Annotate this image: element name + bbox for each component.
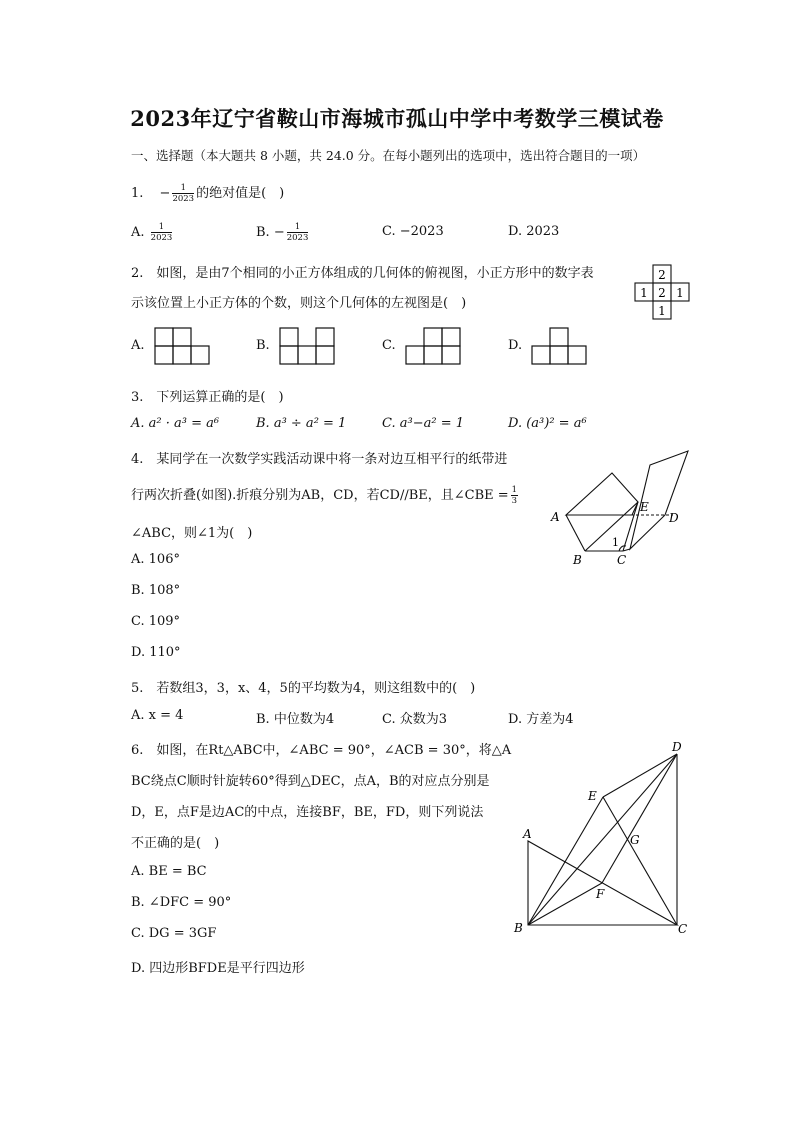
q4-option-d: D. 110° — [131, 645, 181, 660]
q1-option-d: D. 2023 — [508, 224, 560, 239]
q2-option-a-label: A. — [131, 338, 145, 353]
q6-label-f: F — [596, 887, 605, 901]
q6-label-c: C — [678, 922, 688, 936]
q4-label-b: B — [573, 553, 582, 567]
q2-top-view-figure — [634, 264, 694, 320]
grid-number-center: 2 — [658, 286, 666, 300]
q5-option-c: C. 众数为3 — [382, 712, 448, 727]
q6-label-e: E — [588, 789, 597, 803]
q4-line-1: 4. 某同学在一次数学实践活动课中将一条对边互相平行的纸带进 — [131, 452, 508, 467]
q6-option-c: C. DG = 3GF — [131, 926, 217, 941]
q6-label-d: D — [672, 740, 682, 754]
q3-option-b: B. a³ ÷ a² = 1 — [256, 416, 347, 431]
q3-option-d: D. (a³)² = a⁶ — [508, 416, 587, 431]
q4-line-2: 行两次折叠(如图).折痕分别为AB，CD，若CD//BE，且∠CBE = $\frac{1}{3}$ — [131, 485, 518, 506]
q2-option-c-label: C. — [382, 338, 396, 353]
page-title: 2023年辽宁省鞍山市海城市孤山中学中考数学三模试卷 — [130, 106, 664, 131]
q1-option-c: C. −2023 — [382, 224, 444, 239]
q5-stem: 5. 若数组3，3，x、4，5的平均数为4，则这组数中的( ) — [131, 681, 476, 696]
q4-option-c: C. 109° — [131, 614, 181, 629]
q2-option-b-figure — [278, 326, 338, 366]
q2-option-b-label: B. — [256, 338, 270, 353]
grid-number-bottom: 1 — [658, 304, 666, 318]
q4-label-d: D — [669, 511, 679, 525]
q1-fraction: $\frac{1}{2023}$ — [172, 183, 195, 204]
q2-line-2: 示该位置上小正方体的个数，则这个几何体的左视图是( ) — [131, 296, 467, 311]
q6-option-a: A. BE = BC — [131, 864, 207, 879]
q6-option-b: B. ∠DFC = 90° — [131, 895, 232, 910]
q6-label-g: G — [630, 833, 640, 847]
q6-label-a: A — [523, 827, 532, 841]
q4-label-e: E — [640, 500, 649, 514]
grid-number-top: 2 — [658, 268, 666, 282]
q6-rotation-figure — [510, 738, 690, 938]
q2-option-a-figure — [153, 326, 213, 366]
q5-option-b: B. 中位数为4 — [256, 712, 335, 727]
grid-number-right: 1 — [676, 286, 684, 300]
q1-number: 1. — [131, 186, 144, 201]
q4-folding-figure — [545, 445, 695, 570]
q6-line-1: 6. 如图，在Rt△ABC中，∠ABC = 90°，∠ACB = 30°，将△A — [131, 743, 512, 758]
q2-option-d-label: D. — [508, 338, 523, 353]
q3-stem: 3. 下列运算正确的是( ) — [131, 390, 284, 405]
q6-option-d: D. 四边形BFDE是平行四边形 — [131, 961, 305, 976]
q6-label-b: B — [514, 921, 523, 935]
q2-option-d-figure — [530, 326, 590, 366]
q4-label-c: C — [617, 553, 627, 567]
q6-line-4: 不正确的是( ) — [131, 836, 220, 851]
q4-option-b: B. 108° — [131, 583, 181, 598]
q2-option-c-figure — [404, 326, 464, 366]
q4-label-a: A — [551, 510, 560, 524]
q4-line-3: ∠ABC，则∠1为( ) — [131, 526, 253, 541]
q1-option-b: B. − $\frac{1}{2023}$ — [256, 222, 309, 243]
question-1-stem — [131, 182, 284, 204]
section-heading: 一、选择题（本大题共 8 小题，共 24.0 分。在每小题列出的选项中，选出符合题目的一项） — [131, 148, 646, 163]
q1-minus: − — [159, 186, 171, 201]
q1-text: 的绝对值是( ) — [196, 186, 285, 201]
q5-option-a: A. x = 4 — [131, 708, 184, 723]
grid-number-left: 1 — [640, 286, 648, 300]
q3-option-c: C. a³−a² = 1 — [382, 416, 464, 431]
q2-line-1: 2. 如图，是由7个相同的小正方体组成的几何体的俯视图，小正方形中的数字表 — [131, 266, 594, 281]
q4-label-angle-1: 1 — [612, 536, 619, 549]
q6-line-2: BC绕点C顺时针旋转60°得到△DEC，点A，B的对应点分别是 — [131, 774, 490, 789]
q6-line-3: D，E，点F是边AC的中点，连接BF，BE，FD，则下列说法 — [131, 805, 484, 820]
q4-option-a: A. 106° — [131, 552, 180, 567]
q3-option-a: A. a² · a³ = a⁶ — [131, 416, 220, 431]
q1-option-a: A. $\frac{1}{2023}$ — [131, 222, 173, 243]
q5-option-d: D. 方差为4 — [508, 712, 574, 727]
